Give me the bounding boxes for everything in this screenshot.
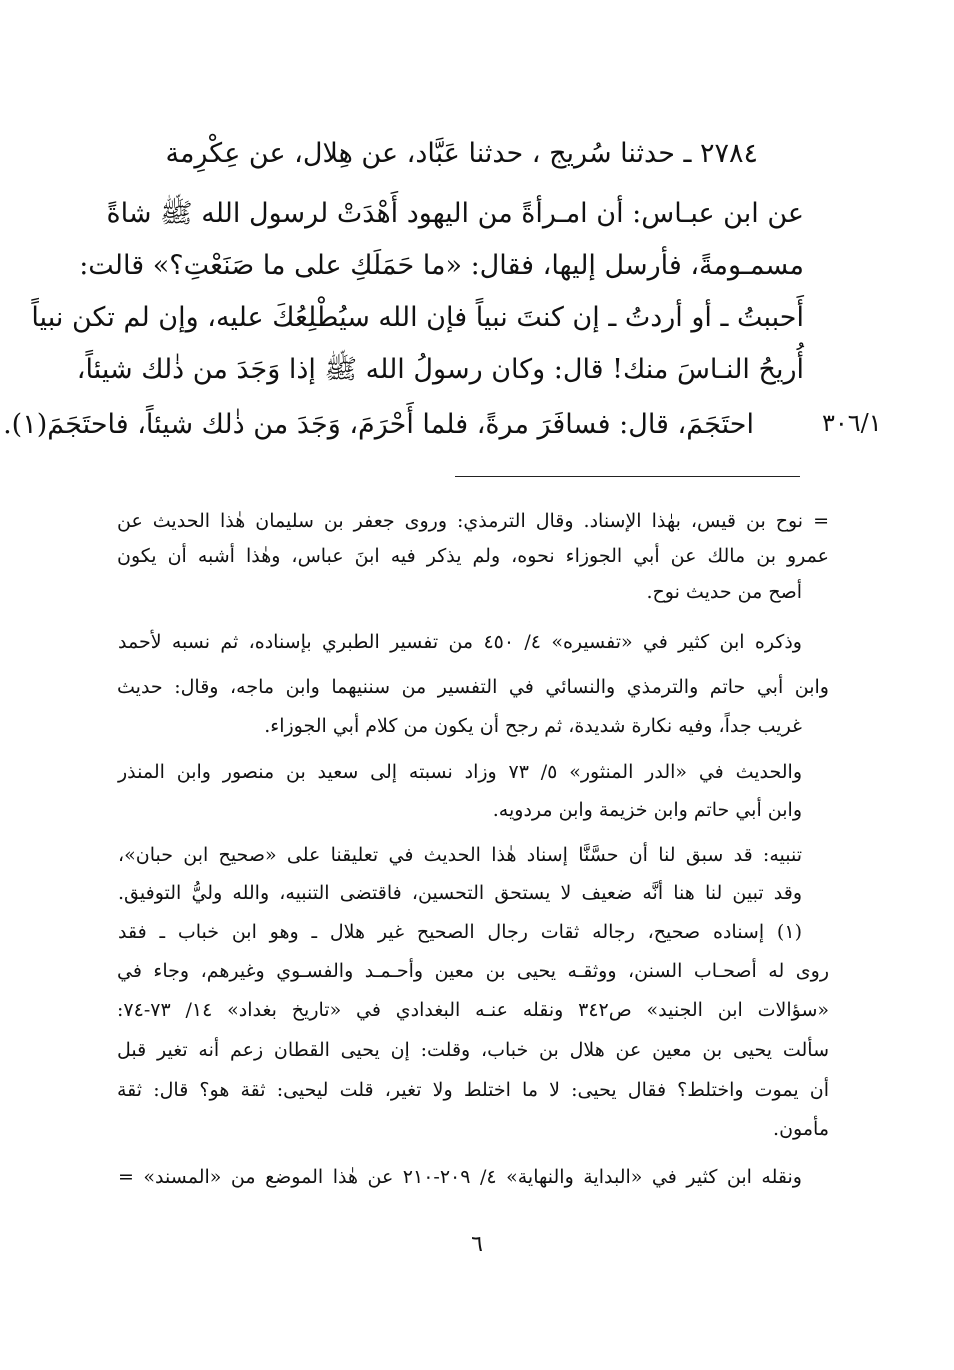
footnote-separator bbox=[455, 476, 800, 477]
footnote-line-1: = نوح بن قيس، بهٰذا الإسناد. وقال الترمذي: وروى جعفر بن سليمان هٰذا الحديث عن bbox=[117, 510, 829, 532]
hadith-text-line-5: احتَجَمَ، قال: فسافَرَ مرةً، فلما أَحْرَمَ، وَجَدَ من ذٰلك شيئاً، فاحتَجَمَ(١). bbox=[3, 409, 754, 440]
footnote-line-2: عمرو بن مالك عن أبي الجوزاء نحوه، ولم يذكر فيه ابنَ عباس، وهٰذا أشبه أن يكون bbox=[117, 545, 829, 567]
footnote-line-9: تنبيه: قد سبق لنا أن حسَّنَّا إسناد هٰذا الحديث في تعليقنا على «صحيح ابن حبان»، bbox=[118, 844, 802, 866]
footnote-line-10: وقد تبين لنا هنا أنَّه ضعيف لا يستحق التحسين، فاقتضى التنبيه، والله وليُّ التوفيق. bbox=[118, 882, 802, 904]
footnote-1-line-7: ونقله ابن كثير في «البداية والنهاية» ٤/ ٢٠٩-٢١٠ عن هٰذا الموضع من «المسند» = bbox=[118, 1166, 802, 1188]
hadith-heading: ٢٧٨٤ ـ حدثنا سُريج ، حدثنا عَبَّاد، عن هِلال، عن عِكْرِمة bbox=[165, 138, 758, 169]
footnote-line-8: وابن أبي حاتم وابن خزيمة وابن مردويه. bbox=[492, 799, 802, 821]
footnote-line-5: وابن أبي حاتم والترمذي والنسائي في التفسير من سننيهما وابن ماجه، وقال: حديث bbox=[117, 676, 829, 698]
hadith-text-line-1: عن ابن عبـاس: أن امـرأةً من اليهود أَهْدَتْ لرسول الله ﷺ شاةً bbox=[106, 198, 804, 229]
footnote-1-line-4: سألت يحيى بن معين عن هلال بن خباب، وقلت: إن يحيى القطان زعم أنه تغير قبل bbox=[117, 1039, 829, 1061]
footnote-line-6: غريب جداً، وفيه نكارة شديدة، ثم رجح أن يكون من كلام أبي الجوزاء. bbox=[264, 715, 802, 737]
footnote-line-4: وذكره ابن كثير في «تفسيره» ٤/ ٤٥٠ من تفسير الطبري بإسناده، ثم نسبه لأحمد bbox=[118, 631, 802, 653]
footnote-line-3: أصح من حديث نوح. bbox=[646, 581, 802, 603]
hadith-text-line-3: أَحببتُ ـ أو أردتُ ـ إن كنتَ نبياً فإن الله سيُطْلِعُكَ عليه، وإن لم تكن نبياً bbox=[31, 302, 804, 333]
footnote-1-line-3: «سؤالات ابن الجنيد» ص٣٤٢ ونقله عنـه البغدادي في «تاريخ بغداد» ١٤/ ٧٣-٧٤: bbox=[117, 999, 829, 1021]
page-number: ٦ bbox=[471, 1232, 483, 1257]
footnote-1-line-1: (١) إسناده صحيح، رجاله ثقات رجال الصحيح غير هلال ـ وهو ابن خباب ـ فقد bbox=[118, 921, 802, 943]
hadith-text-line-4: أُريحُ النـاسَ منك! قال: وكان رسولُ الله ﷺ إذا وَجَدَ من ذٰلك شيئاً، bbox=[76, 354, 804, 385]
footnote-line-7: والحديث في «الدر المنثور» ٥/ ٧٣ وزاد نسبته إلى سعيد بن منصور وابن المنذر bbox=[118, 761, 802, 783]
footnote-1-line-5: أن يموت واختلط؟ فقال يحيى: لا ما اختلط ولا تغير، قلت ليحيى: ثقة هو؟ قال: ثقة bbox=[117, 1079, 830, 1101]
footnote-1-line-2: روى له أصحـاب السنن، ووثقـه يحيى بن معين وأحـمـد والفسـوي وغيرهم، وجاء في bbox=[117, 960, 829, 982]
margin-reference: ٣٠٦/١ bbox=[822, 409, 882, 437]
footnote-1-line-6: مأمون. bbox=[773, 1118, 829, 1140]
hadith-text-line-2: مسمـومةً، فأرسل إليها، فقال: «ما حَمَلَكِ على ما صَنَعْتِ؟» قالت: bbox=[79, 250, 804, 281]
